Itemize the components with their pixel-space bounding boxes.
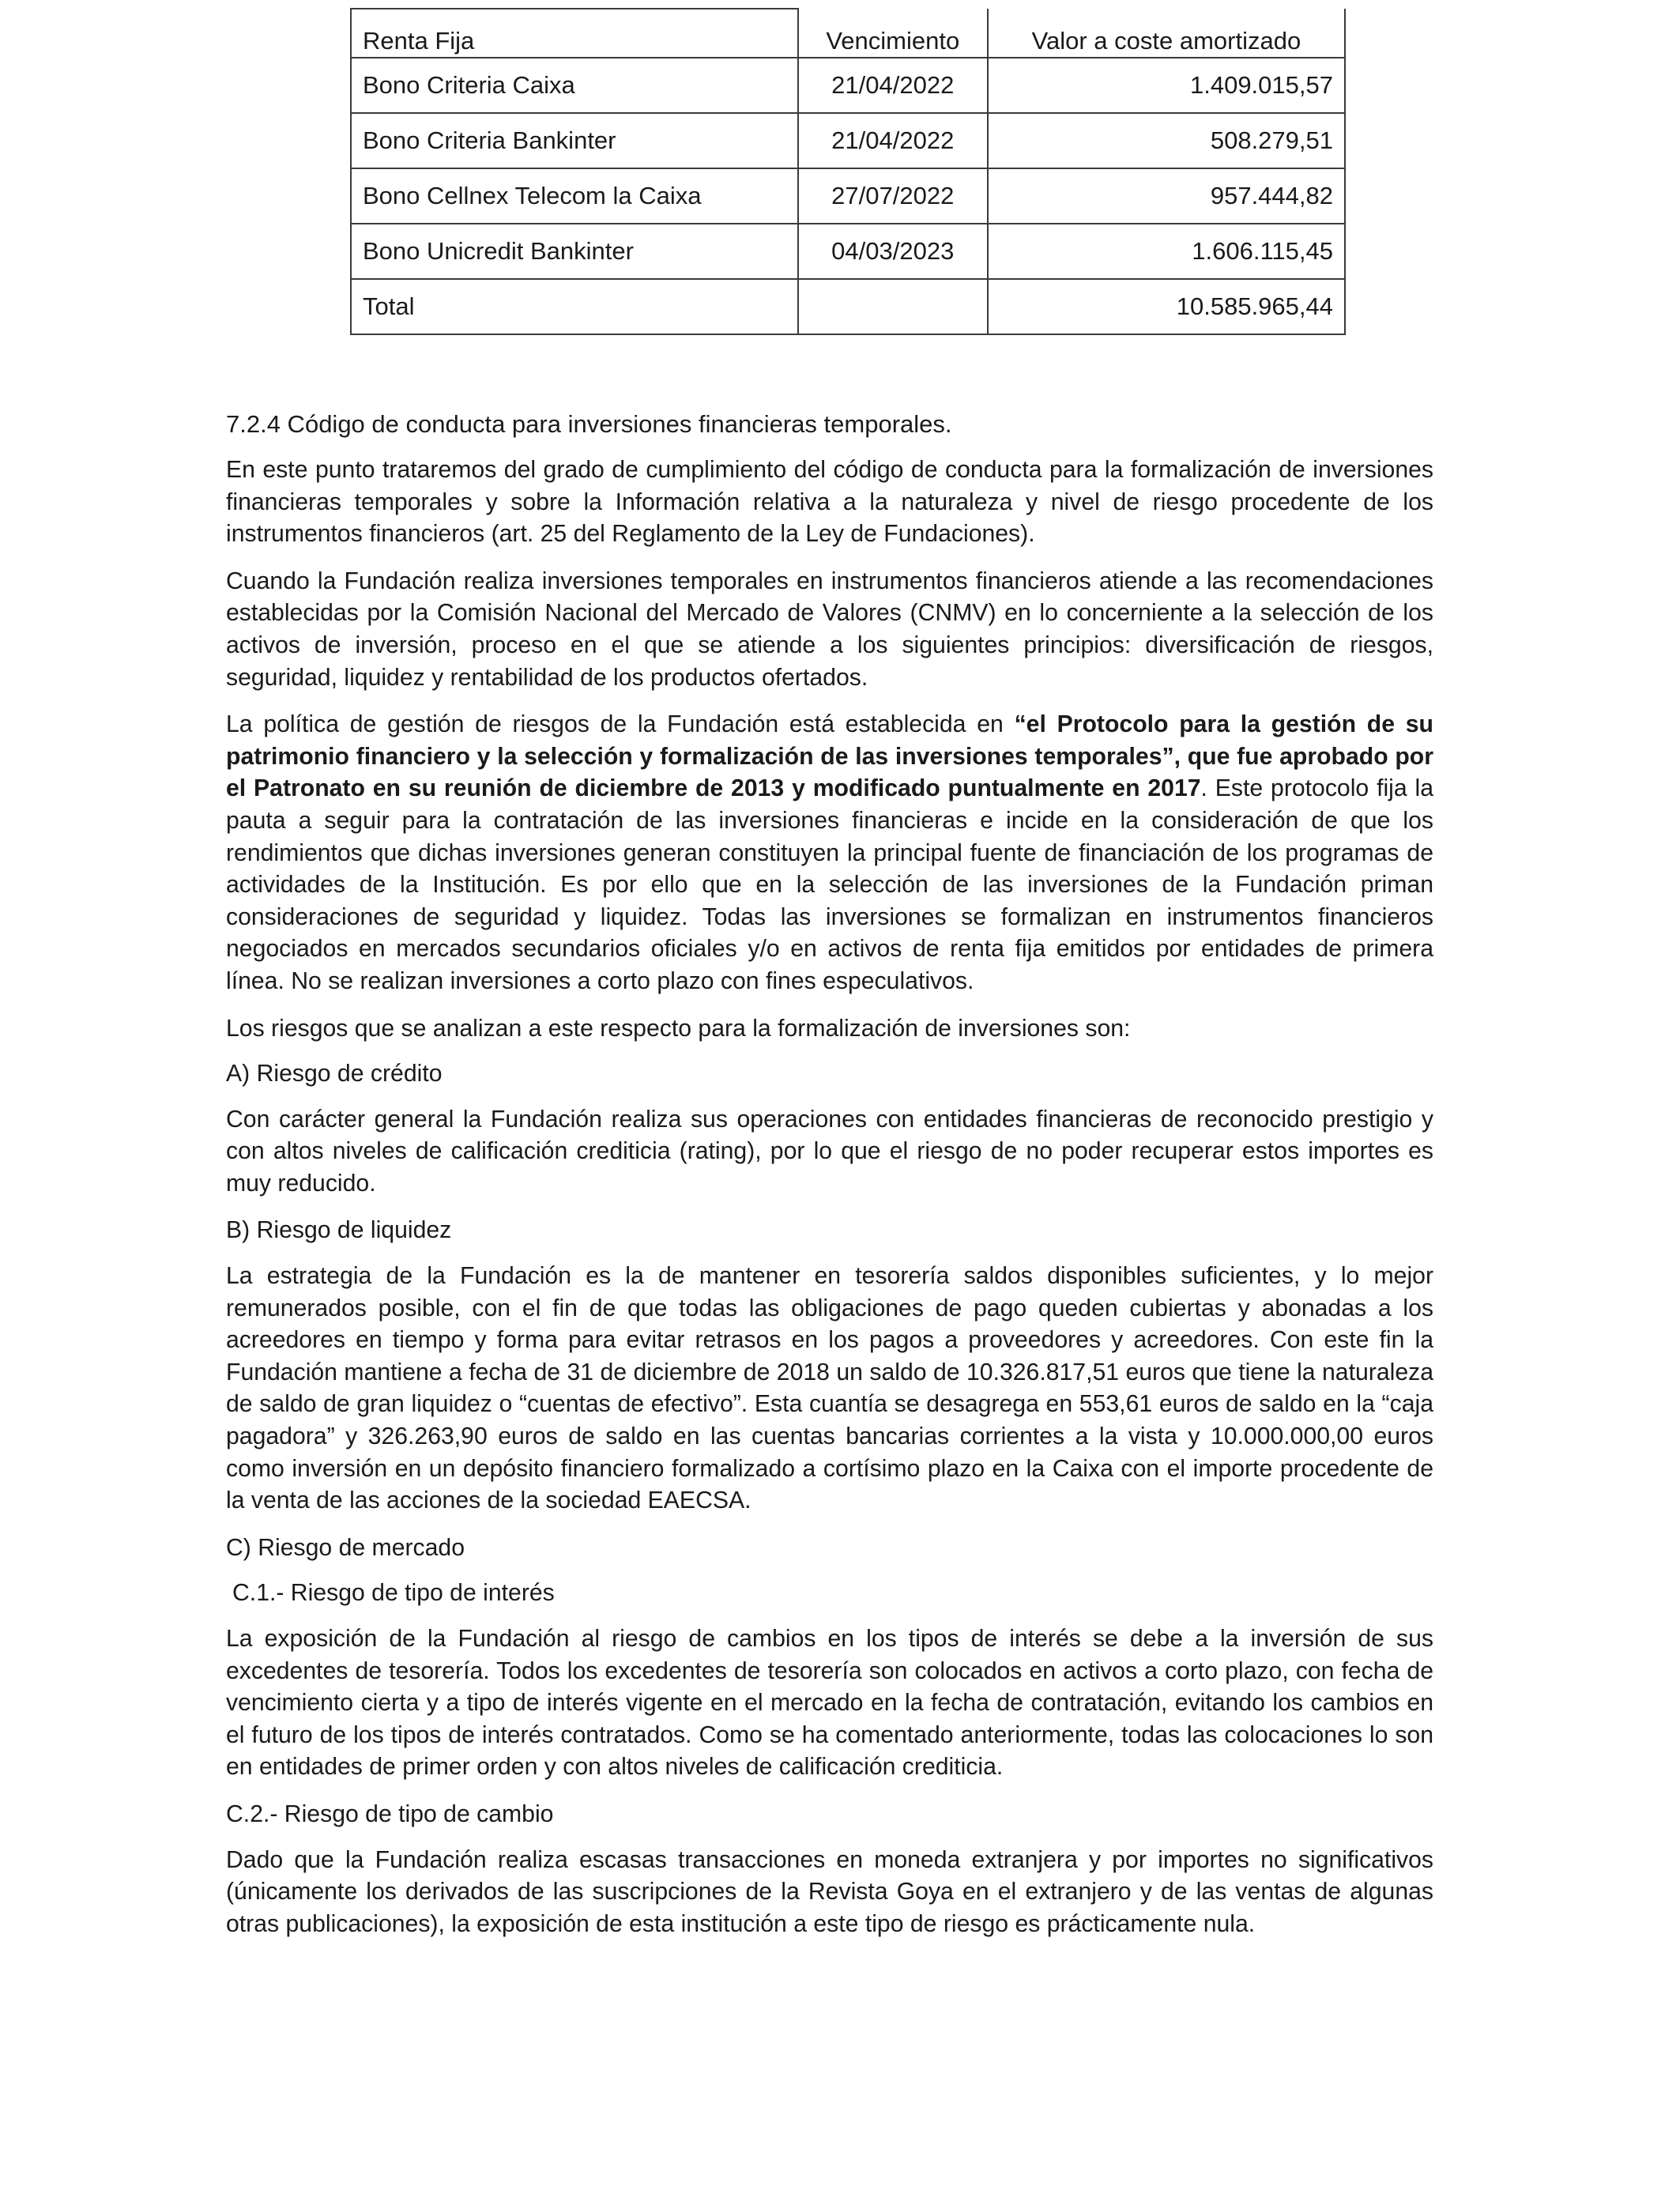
cell-total-value: 10.585.965,44 [988, 279, 1345, 334]
table-total-row [351, 279, 1345, 334]
policy-intro-text: La política de gestión de riesgos de la Fundación está establecida en [226, 711, 1015, 738]
cell-value: 1.409.015,57 [988, 58, 1345, 113]
cell-date: 27/07/2022 [798, 168, 988, 224]
cell-total-date [798, 279, 988, 334]
table-row [351, 113, 1345, 168]
cell-name: Bono Criteria Caixa [351, 58, 798, 113]
paragraph-policy [226, 709, 1433, 997]
label-interest-rate-risk: C.1.- Riesgo de tipo de interés [232, 1580, 555, 1607]
label-exchange-rate-risk: C.2.- Riesgo de tipo de cambio [226, 1800, 554, 1827]
paragraph-interest-rate-risk: La exposición de la Fundación al riesgo de cambios en los tipos de interés se debe a la inversión de sus excedentes de tesorería. Todos los excedentes de tesorería son colocados en activos a corto plazo, con fecha de vencimiento cierta y a tipo de interés vigente en el mercado en la fecha de contratación, evitando los cambios en el futuro de los tipos de interés contratados. Como se ha comentado anteriormente, todas las colocaciones lo son en entidades de primer orden y con altos niveles de calificación crediticia. [226, 1626, 1433, 1781]
cell-date: 21/04/2022 [798, 113, 988, 168]
cell-date: 21/04/2022 [798, 58, 988, 113]
cell-value: 508.279,51 [988, 113, 1345, 168]
cell-name: Bono Cellnex Telecom la Caixa [351, 168, 798, 224]
paragraph-risks-intro: Los riesgos que se analizan a este respecto para la formalización de inversiones son: [226, 1015, 1131, 1042]
header-renta-fija: Renta Fija [351, 9, 798, 58]
label-credit-risk: A) Riesgo de crédito [226, 1061, 443, 1088]
table-row [351, 58, 1345, 113]
cell-name: Bono Criteria Bankinter [351, 113, 798, 168]
header-vencimiento: Vencimiento [798, 9, 988, 58]
paragraph-credit-risk: Con carácter general la Fundación realiza sus operaciones con entidades financieras de reconocido prestigio y con altos niveles de calificación crediticia (rating), por lo que el riesgo de no poder recuperar estos importes es muy reducido. [226, 1106, 1433, 1197]
label-liquidity-risk: B) Riesgo de liquidez [226, 1217, 452, 1244]
investments-table [350, 8, 1346, 335]
cell-name: Bono Unicredit Bankinter [351, 224, 798, 279]
cell-value: 957.444,82 [988, 168, 1345, 224]
cell-value: 1.606.115,45 [988, 224, 1345, 279]
cell-total-label: Total [351, 279, 798, 334]
cell-date: 04/03/2023 [798, 224, 988, 279]
table-row [351, 168, 1345, 224]
paragraph-intro: En este punto trataremos del grado de cumplimiento del código de conducta para la formalización de inversiones financieras temporales y sobre la Información relativa a la naturaleza y nivel de riesgo procedente de los instrumentos financieros (art. 25 del Reglamento de la Ley de Fundaciones). [226, 457, 1433, 548]
table-header-row [351, 9, 1345, 58]
label-market-risk: C) Riesgo de mercado [226, 1534, 465, 1561]
document-body [226, 408, 1433, 1955]
policy-rest-text: . Este protocolo fija la pauta a seguir para la contratación de las inversiones financieras e incide en la consideración de que los rendimientos que dichas inversiones generan constituyen la principal fuente de financiación de los programas de actividades de la Institución. Es por ello que en la selección de las inversiones de la Fundación priman consideraciones de seguridad y liquidez. Todas las inversiones se formalizan en instrumentos financieros negociados en mercados secundarios oficiales y/o en activos de renta fija emitidos por entidades de primera línea. No se realizan inversiones a corto plazo con fines especulativos. [226, 775, 1434, 994]
table-row [351, 224, 1345, 279]
policy-bold-text: “el Protocolo para la gestión de su patrimonio financiero y la selección y formalización de las inversiones temporales”, que fue aprobado por el Patronato en su reunión de diciembre de 2013 y modificado puntualmente en 2017 [226, 711, 1433, 802]
paragraph-cnmv: Cuando la Fundación realiza inversiones temporales en instrumentos financieros atiende a las recomendaciones establecidas por la Comisión Nacional del Mercado de Valores (CNMV) en lo concerniente a la selección de los activos de inversión, proceso en el que se atiende a los siguientes principios: diversificación de riesgos, seguridad, liquidez y rentabilidad de los productos ofertados. [226, 567, 1433, 691]
header-valor: Valor a coste amortizado [988, 9, 1345, 58]
section-heading: 7.2.4 Código de conducta para inversiones financieras temporales. [226, 410, 952, 438]
paragraph-exchange-rate-risk: Dado que la Fundación realiza escasas transacciones en moneda extranjera y por importes no significativos (únicamente los derivados de las suscripciones de la Revista Goya en el extranjero y de las ventas de algunas otras publicaciones), la exposición de esta institución a este tipo de riesgo es prácticamente nula. [226, 1846, 1433, 1937]
paragraph-liquidity-risk: La estrategia de la Fundación es la de mantener en tesorería saldos disponibles suficientes, y lo mejor remunerados posible, con el fin de que todas las obligaciones de pago queden cubiertas y abonadas a los acreedores en tiempo y forma para evitar retrasos en los pagos a proveedores y acreedores. Con este fin la Fundación mantiene a fecha de 31 de diciembre de 2018 un saldo de 10.326.817,51 euros que tiene la naturaleza de saldo de gran liquidez o “cuentas de efectivo”. Esta cuantía se desagrega en 553,61 euros de saldo en la “caja pagadora” y 326.263,90 euros de saldo en las cuentas bancarias corrientes a la vista y 10.000.000,00 euros como inversión en un depósito financiero formalizado a cortísimo plazo en la Caixa con el importe procedente de la venta de las acciones de la sociedad EAECSA. [226, 1263, 1433, 1514]
